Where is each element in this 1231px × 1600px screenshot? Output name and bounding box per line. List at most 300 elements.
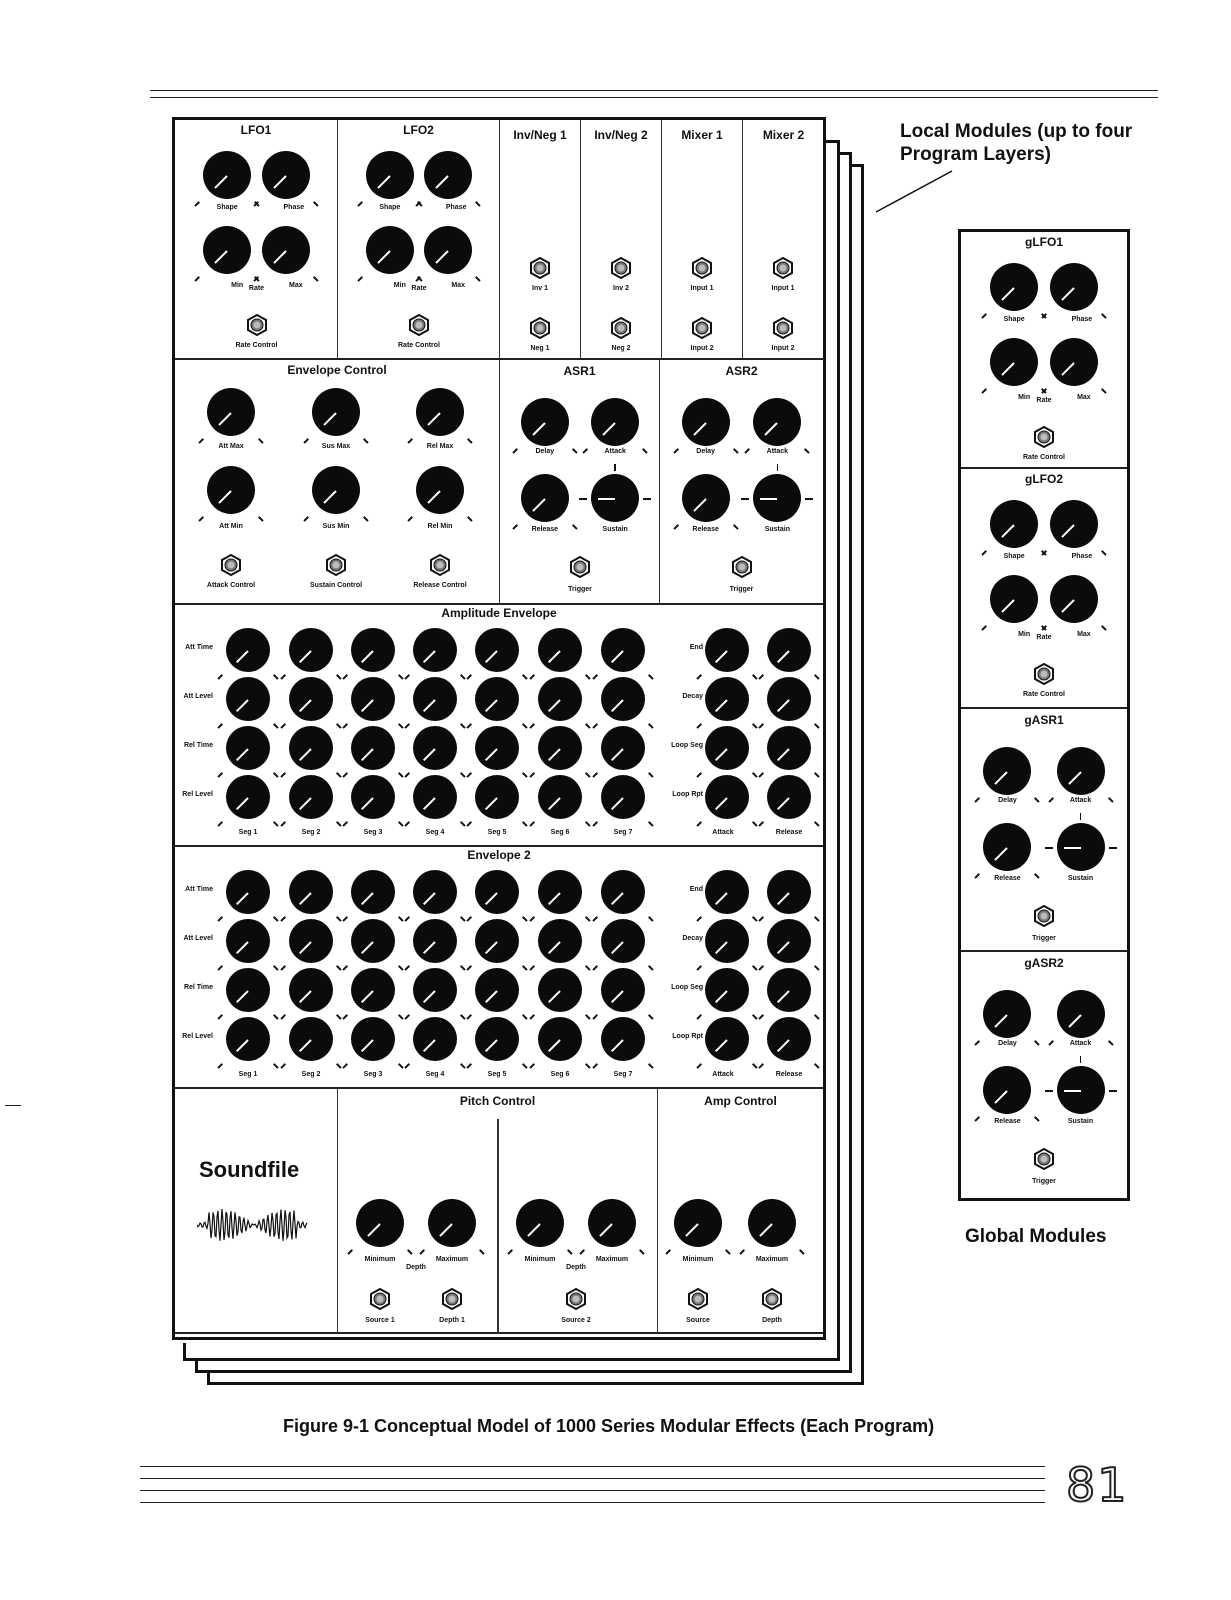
knob[interactable] [351,677,395,721]
module-title: Amplitude Envelope [441,606,557,620]
scale-tick-icon [195,201,200,206]
knob[interactable] [289,677,333,721]
knob[interactable] [1050,338,1098,386]
knob-pointer-icon [777,650,790,663]
scale-tick-icon [814,674,819,679]
knob-pointer-icon [377,175,391,189]
knob[interactable] [1057,747,1105,795]
knob[interactable] [413,1017,457,1061]
page-number: 81 [1066,1458,1129,1512]
knob[interactable] [312,466,360,514]
knob[interactable] [767,628,811,672]
control-label: Maximum [755,1256,789,1263]
knob[interactable] [289,628,333,672]
knob[interactable] [601,870,645,914]
scale-tick-icon [1048,1040,1053,1045]
scale-tick-icon [592,965,597,970]
scale-tick-icon [758,723,763,728]
control-label: Phase [283,204,305,211]
knob[interactable] [475,1017,519,1061]
knob-pointer-icon [361,797,374,810]
control-label: Shape [216,204,238,211]
patch-jack-icon[interactable] [1033,426,1055,448]
knob[interactable] [705,919,749,963]
knob[interactable] [413,628,457,672]
knob[interactable] [351,726,395,770]
scale-tick-icon [342,772,347,777]
scale-tick-icon [1080,813,1082,820]
knob[interactable] [428,1199,476,1247]
knob-pointer-icon [548,797,561,810]
patch-jack-icon[interactable] [325,554,347,576]
knob[interactable] [289,775,333,819]
knob-pointer-icon [236,892,249,905]
knob[interactable] [767,919,811,963]
knob[interactable] [767,775,811,819]
scale-tick-icon [1109,1090,1117,1092]
patch-jack-icon[interactable] [691,317,713,339]
control-label: Rel Time [183,984,213,991]
knob[interactable] [413,968,457,1012]
scale-tick-icon [696,674,701,679]
scale-tick-icon [363,438,368,443]
knob[interactable] [351,628,395,672]
scale-tick-icon [758,674,763,679]
scale-tick-icon [1035,873,1040,878]
patch-jack-icon[interactable] [687,1288,709,1310]
knob[interactable] [767,1017,811,1061]
scale-tick-icon [665,1249,670,1254]
control-label: Seg 1 [238,1071,258,1078]
patch-jack-icon[interactable] [565,1288,587,1310]
scale-tick-icon [758,1063,763,1068]
scale-tick-icon [648,674,653,679]
gasr1-module [961,709,1127,952]
module-title: Mixer 2 [762,128,805,142]
patch-jack-icon[interactable] [1033,905,1055,927]
knob[interactable] [1057,823,1105,871]
patch-jack-icon[interactable] [1033,1148,1055,1170]
scale-tick-icon [752,916,757,921]
module-title: Amp Control [704,1094,777,1108]
patch-jack-icon[interactable] [569,556,591,578]
scale-tick-icon [217,674,222,679]
knob-pointer-icon [423,797,436,810]
module-title: gLFO2 [1025,472,1063,486]
knob[interactable] [990,263,1038,311]
patch-jack-icon[interactable] [441,1288,463,1310]
scale-tick-icon [758,821,763,826]
control-label: Input 2 [771,345,795,352]
knob[interactable] [538,628,582,672]
knob[interactable] [416,388,464,436]
scale-tick-icon [467,516,472,521]
knob[interactable] [289,1017,333,1061]
control-label: Attack [766,448,789,455]
patch-jack-icon[interactable] [772,317,794,339]
control-label: Trigger [1032,935,1056,942]
scale-tick-icon [1108,1040,1113,1045]
asr1-module [500,360,660,605]
knob[interactable] [413,677,457,721]
scale-tick-icon [460,1014,465,1019]
knob[interactable] [591,474,639,522]
scale-tick-icon [398,965,403,970]
scale-tick-icon [280,723,285,728]
knob[interactable] [356,1199,404,1247]
knob[interactable] [413,870,457,914]
knob-pointer-icon [423,892,436,905]
patch-jack-icon[interactable] [408,314,430,336]
knob[interactable] [351,775,395,819]
control-label: Decay [682,935,703,942]
scale-tick-icon [814,965,819,970]
knob[interactable] [748,1199,796,1247]
scale-tick-icon [643,448,648,453]
knob[interactable] [226,870,270,914]
waveform-icon [197,1207,309,1248]
knob[interactable] [226,919,270,963]
scale-tick-icon [217,1063,222,1068]
control-label: Loop Rpt [672,791,703,798]
glfo1-module [961,232,1127,469]
knob[interactable] [413,726,457,770]
scale-tick-icon [696,916,701,921]
scale-tick-icon [466,674,471,679]
knob-pointer-icon [548,1039,561,1052]
scale-tick-icon [1101,625,1106,630]
knob[interactable] [538,726,582,770]
knob[interactable] [351,870,395,914]
knob[interactable] [538,677,582,721]
control-label: Min [231,282,244,289]
knob-pointer-icon [485,1039,498,1052]
knob[interactable] [289,968,333,1012]
knob[interactable] [1050,500,1098,548]
scale-tick-icon [460,674,465,679]
knob[interactable] [990,338,1038,386]
knob[interactable] [705,870,749,914]
knob[interactable] [226,677,270,721]
control-label: Input 1 [771,285,795,292]
knob[interactable] [538,775,582,819]
knob[interactable] [682,474,730,522]
knob-pointer-icon [236,941,249,954]
knob-pointer-icon [611,1039,624,1052]
scale-tick-icon [280,772,285,777]
scale-tick-icon [648,1014,653,1019]
knob[interactable] [366,226,414,274]
patch-jack-icon[interactable] [610,257,632,279]
knob-pointer-icon [299,797,312,810]
scale-tick-icon [529,674,534,679]
knob-pointer-icon [361,892,374,905]
patch-jack-icon[interactable] [529,317,551,339]
knob[interactable] [413,919,457,963]
scale-tick-icon [347,1249,352,1254]
knob-pointer-icon [1001,599,1015,613]
knob[interactable] [475,919,519,963]
knob[interactable] [983,990,1031,1038]
knob-pointer-icon [1063,847,1080,849]
knob[interactable] [601,968,645,1012]
knob[interactable] [226,726,270,770]
scale-tick-icon [217,821,222,826]
scale-tick-icon [673,524,678,529]
knob[interactable] [262,226,310,274]
scale-tick-icon [342,916,347,921]
knob[interactable] [753,474,801,522]
control-label: Seg 7 [613,829,633,836]
knob-pointer-icon [218,490,232,504]
knob[interactable] [705,628,749,672]
scale-tick-icon [522,821,527,826]
scale-tick-icon [217,965,222,970]
knob[interactable] [289,919,333,963]
patch-jack-icon[interactable] [772,257,794,279]
knob[interactable] [207,388,255,436]
scale-tick-icon [404,821,409,826]
patch-jack-icon[interactable] [691,257,713,279]
knob[interactable] [705,677,749,721]
control-label: Seg 6 [550,829,570,836]
knob[interactable] [588,1199,636,1247]
knob-pointer-icon [715,650,728,663]
knob-pointer-icon [299,990,312,1003]
knob[interactable] [767,726,811,770]
knob[interactable] [990,500,1038,548]
control-label: Seg 4 [425,1071,445,1078]
knob-pointer-icon [1001,524,1015,538]
knob[interactable] [521,474,569,522]
patch-jack-icon[interactable] [220,554,242,576]
control-label: Source 1 [365,1317,395,1324]
knob[interactable] [601,775,645,819]
knob[interactable] [1050,575,1098,623]
control-label: Rate Control [398,342,440,349]
scale-tick-icon [280,1063,285,1068]
knob[interactable] [983,823,1031,871]
knob-pointer-icon [611,650,624,663]
scale-tick-icon [522,1063,527,1068]
scale-tick-icon [733,524,738,529]
invneg2-module [581,120,662,360]
knob[interactable] [705,968,749,1012]
knob-pointer-icon [532,422,546,436]
knob-pointer-icon [273,175,287,189]
module-title: gLFO1 [1025,235,1063,249]
scale-tick-icon [592,674,597,679]
lfo1-module [175,120,338,360]
patch-jack-icon[interactable] [246,314,268,336]
scale-tick-icon [585,821,590,826]
knob[interactable] [705,726,749,770]
knob[interactable] [475,677,519,721]
scale-tick-icon [529,1014,534,1019]
scale-tick-icon [752,1014,757,1019]
knob[interactable] [1057,990,1105,1038]
control-label: Release [994,1118,1021,1125]
scale-tick-icon [585,916,590,921]
knob[interactable] [475,968,519,1012]
control-label: Depth [406,1264,426,1271]
knob[interactable] [538,919,582,963]
control-label: Release [775,829,803,836]
scale-tick-icon [745,448,750,453]
knob-pointer-icon [323,412,337,426]
control-label: Source 2 [561,1317,591,1324]
knob[interactable] [601,628,645,672]
scale-tick-icon [398,772,403,777]
scale-tick-icon [805,498,813,500]
knob[interactable] [475,870,519,914]
patch-jack-icon[interactable] [429,554,451,576]
knob[interactable] [601,677,645,721]
scale-tick-icon [273,772,278,777]
scale-tick-icon [752,772,757,777]
knob-pointer-icon [715,699,728,712]
knob-pointer-icon [611,941,624,954]
patch-jack-icon[interactable] [369,1288,391,1310]
knob-pointer-icon [995,1014,1009,1028]
knob[interactable] [601,919,645,963]
patch-jack-icon[interactable] [529,257,551,279]
knob[interactable] [289,870,333,914]
knob-pointer-icon [548,699,561,712]
scale-tick-icon [398,1014,403,1019]
scale-tick-icon [614,464,616,471]
knob[interactable] [312,388,360,436]
scale-tick-icon [592,1063,597,1068]
control-label: Phase [1071,553,1093,560]
scale-tick-icon [752,723,757,728]
knob[interactable] [351,919,395,963]
scale-tick-icon [336,821,341,826]
knob[interactable] [475,775,519,819]
scale-tick-icon [529,772,534,777]
knob-pointer-icon [377,250,391,264]
knob[interactable] [351,1017,395,1061]
knob[interactable] [767,677,811,721]
knob[interactable] [262,151,310,199]
scale-tick-icon [529,965,534,970]
knob-pointer-icon [423,990,436,1003]
control-label: Maximum [595,1256,629,1263]
scale-tick-icon [407,438,412,443]
knob-pointer-icon [611,699,624,712]
scale-tick-icon [592,772,597,777]
patch-jack-icon[interactable] [761,1288,783,1310]
knob[interactable] [767,968,811,1012]
knob-pointer-icon [777,892,790,905]
knob[interactable] [366,151,414,199]
scale-tick-icon [777,464,779,471]
knob[interactable] [226,1017,270,1061]
module-title: LFO1 [240,123,272,137]
knob[interactable] [538,1017,582,1061]
patch-jack-icon[interactable] [1033,663,1055,685]
knob[interactable] [601,1017,645,1061]
knob[interactable] [1057,1066,1105,1114]
knob[interactable] [351,968,395,1012]
knob[interactable] [424,226,472,274]
knob[interactable] [591,398,639,446]
asr2-module [660,360,823,605]
scale-tick-icon [522,916,527,921]
gasr2-module [961,952,1127,1198]
knob[interactable] [424,151,472,199]
knob[interactable] [767,870,811,914]
scale-tick-icon [1035,797,1040,802]
scale-tick-icon [522,1014,527,1019]
scale-tick-icon [981,550,986,555]
knob[interactable] [538,968,582,1012]
knob[interactable] [983,1066,1031,1114]
scale-tick-icon [363,516,368,521]
knob[interactable] [207,466,255,514]
knob[interactable] [753,398,801,446]
knob-pointer-icon [299,650,312,663]
knob-pointer-icon [548,941,561,954]
knob[interactable] [705,775,749,819]
knob-pointer-icon [299,1039,312,1052]
scale-tick-icon [814,723,819,728]
knob[interactable] [416,466,464,514]
control-label: Input 2 [690,345,714,352]
knob[interactable] [475,628,519,672]
knob[interactable] [475,726,519,770]
scale-tick-icon [336,1063,341,1068]
knob[interactable] [1050,263,1098,311]
knob[interactable] [226,628,270,672]
patch-jack-icon[interactable] [610,317,632,339]
scale-tick-icon [752,821,757,826]
knob[interactable] [983,747,1031,795]
knob[interactable] [705,1017,749,1061]
knob[interactable] [203,226,251,274]
scale-tick-icon [583,448,588,453]
patch-jack-icon[interactable] [731,556,753,578]
knob[interactable] [226,775,270,819]
knob[interactable] [601,726,645,770]
knob[interactable] [521,398,569,446]
scale-tick-icon [522,674,527,679]
knob[interactable] [203,151,251,199]
knob-pointer-icon [1061,599,1075,613]
scale-tick-icon [592,916,597,921]
knob[interactable] [674,1199,722,1247]
knob[interactable] [516,1199,564,1247]
module-title: LFO2 [403,123,434,137]
knob[interactable] [682,398,730,446]
scale-tick-icon [696,1014,701,1019]
knob[interactable] [226,968,270,1012]
knob-pointer-icon [1068,771,1082,785]
knob[interactable] [538,870,582,914]
knob[interactable] [413,775,457,819]
scale-tick-icon [739,1249,744,1254]
scale-tick-icon [336,723,341,728]
scale-tick-icon [336,916,341,921]
knob[interactable] [289,726,333,770]
scale-tick-icon [1035,1116,1040,1121]
scale-tick-icon [404,723,409,728]
control-label: Seg 7 [613,1071,633,1078]
control-label: Att Level [183,693,213,700]
knob[interactable] [990,575,1038,623]
scale-tick-icon [258,438,263,443]
scale-tick-icon [476,201,481,206]
